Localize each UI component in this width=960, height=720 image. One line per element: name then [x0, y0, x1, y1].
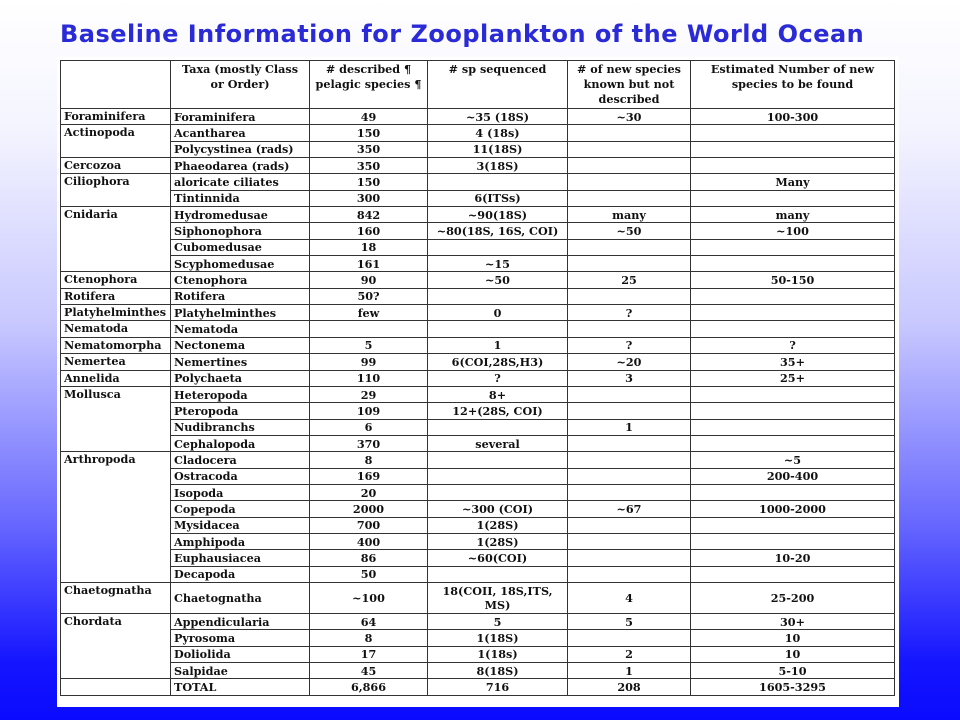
described-cell: 700: [310, 517, 428, 533]
phylum-cell: Cnidaria: [61, 207, 171, 272]
taxa-cell: Amphipoda: [171, 533, 310, 549]
taxa-cell: Ostracoda: [171, 468, 310, 484]
taxa-cell: Heteropoda: [171, 386, 310, 402]
known-new-cell: [568, 435, 691, 451]
known-new-cell: 1: [568, 663, 691, 679]
sequenced-cell: ~35 (18S): [428, 109, 568, 125]
phylum-cell: Arthropoda: [61, 452, 171, 583]
described-cell: 20: [310, 484, 428, 500]
sequenced-cell: 11(18S): [428, 141, 568, 157]
sequenced-cell: [428, 468, 568, 484]
phylum-cell: Platyhelminthes: [61, 305, 171, 321]
table-row: [61, 354, 895, 370]
table-row: [61, 419, 895, 435]
table-row: [61, 663, 895, 679]
described-cell: 110: [310, 370, 428, 386]
taxa-cell: Chaetognatha: [171, 582, 310, 613]
described-cell: 350: [310, 158, 428, 174]
sequenced-cell: 8(18S): [428, 663, 568, 679]
table-row: [61, 386, 895, 402]
sequenced-cell: several: [428, 435, 568, 451]
known-new-cell: [568, 190, 691, 206]
described-cell: 400: [310, 533, 428, 549]
table-row: [61, 174, 895, 190]
described-cell: 18: [310, 239, 428, 255]
described-cell: 300: [310, 190, 428, 206]
table-row: [61, 501, 895, 517]
table-header-row: [61, 61, 895, 109]
known-new-cell: 25: [568, 272, 691, 288]
estimated-cell: [691, 321, 895, 337]
known-new-cell: [568, 386, 691, 402]
sequenced-cell: 716: [428, 679, 568, 695]
sequenced-cell: ~50: [428, 272, 568, 288]
total-row: [61, 679, 895, 695]
estimated-cell: Many: [691, 174, 895, 190]
known-new-cell: [568, 566, 691, 582]
taxa-cell: Polycystinea (rads): [171, 141, 310, 157]
sequenced-cell: 1(18S): [428, 630, 568, 646]
known-new-cell: [568, 533, 691, 549]
table-row: [61, 321, 895, 337]
described-cell: 161: [310, 256, 428, 272]
sequenced-cell: 6(ITSs): [428, 190, 568, 206]
known-new-cell: [568, 403, 691, 419]
table-row: [61, 272, 895, 288]
table-row: [61, 158, 895, 174]
known-new-cell: ~30: [568, 109, 691, 125]
described-cell: ~100: [310, 582, 428, 613]
sequenced-cell: 1(28S): [428, 533, 568, 549]
header-sequenced: # sp sequenced: [428, 61, 568, 109]
estimated-cell: [691, 403, 895, 419]
known-new-cell: [568, 550, 691, 566]
sequenced-cell: ~300 (COI): [428, 501, 568, 517]
known-new-cell: [568, 125, 691, 141]
estimated-cell: [691, 288, 895, 304]
phylum-cell: [61, 679, 171, 695]
sequenced-cell: 1(28S): [428, 517, 568, 533]
taxa-cell: Decapoda: [171, 566, 310, 582]
sequenced-cell: 0: [428, 305, 568, 321]
sequenced-cell: [428, 288, 568, 304]
phylum-cell: Cercozoa: [61, 158, 171, 174]
estimated-cell: 100-300: [691, 109, 895, 125]
estimated-cell: 10-20: [691, 550, 895, 566]
described-cell: 169: [310, 468, 428, 484]
taxa-cell: Platyhelminthes: [171, 305, 310, 321]
estimated-cell: [691, 435, 895, 451]
estimated-cell: ~5: [691, 452, 895, 468]
taxa-cell: Cephalopoda: [171, 435, 310, 451]
sequenced-cell: [428, 484, 568, 500]
described-cell: 6,866: [310, 679, 428, 695]
taxa-cell: Scyphomedusae: [171, 256, 310, 272]
taxa-cell: Nemertines: [171, 354, 310, 370]
taxa-cell: Foraminifera: [171, 109, 310, 125]
taxa-cell: aloricate ciliates: [171, 174, 310, 190]
estimated-cell: 25-200: [691, 582, 895, 613]
sequenced-cell: [428, 566, 568, 582]
known-new-cell: 4: [568, 582, 691, 613]
described-cell: 17: [310, 646, 428, 662]
sequenced-cell: ~15: [428, 256, 568, 272]
table-row: [61, 468, 895, 484]
table-row: [61, 630, 895, 646]
described-cell: 842: [310, 207, 428, 223]
taxa-cell: Nematoda: [171, 321, 310, 337]
taxa-cell: Rotifera: [171, 288, 310, 304]
table-row: [61, 337, 895, 353]
table-row: [61, 550, 895, 566]
taxa-cell: Isopoda: [171, 484, 310, 500]
taxa-cell: Phaeodarea (rads): [171, 158, 310, 174]
known-new-cell: ~67: [568, 501, 691, 517]
sequenced-cell: 1(18s): [428, 646, 568, 662]
table-row: [61, 484, 895, 500]
table-row: [61, 646, 895, 662]
described-cell: 160: [310, 223, 428, 239]
estimated-cell: 1605-3295: [691, 679, 895, 695]
known-new-cell: [568, 174, 691, 190]
estimated-cell: 25+: [691, 370, 895, 386]
known-new-cell: [568, 468, 691, 484]
taxa-cell: Hydromedusae: [171, 207, 310, 223]
zooplankton-table: [60, 60, 895, 696]
table-row: [61, 517, 895, 533]
sequenced-cell: [428, 321, 568, 337]
estimated-cell: 35+: [691, 354, 895, 370]
known-new-cell: [568, 158, 691, 174]
known-new-cell: [568, 141, 691, 157]
known-new-cell: [568, 630, 691, 646]
described-cell: 64: [310, 613, 428, 629]
table-row: [61, 239, 895, 255]
taxa-cell: Nectonema: [171, 337, 310, 353]
estimated-cell: 10: [691, 646, 895, 662]
table-row: [61, 256, 895, 272]
known-new-cell: ?: [568, 305, 691, 321]
known-new-cell: [568, 288, 691, 304]
header-phylum: [61, 61, 171, 109]
sequenced-cell: 5: [428, 613, 568, 629]
described-cell: few: [310, 305, 428, 321]
known-new-cell: 208: [568, 679, 691, 695]
estimated-cell: [691, 305, 895, 321]
estimated-cell: [691, 566, 895, 582]
sequenced-cell: [428, 452, 568, 468]
header-estimated: Estimated Number of new species to be found: [691, 61, 895, 109]
described-cell: 90: [310, 272, 428, 288]
slide-title: Baseline Information for Zooplankton of the World Ocean: [60, 20, 865, 48]
sequenced-cell: 12+(28S, COI): [428, 403, 568, 419]
taxa-cell: Appendicularia: [171, 613, 310, 629]
phylum-cell: Mollusca: [61, 386, 171, 451]
known-new-cell: many: [568, 207, 691, 223]
described-cell: 45: [310, 663, 428, 679]
described-cell: 50: [310, 566, 428, 582]
phylum-cell: Actinopoda: [61, 125, 171, 158]
estimated-cell: 10: [691, 630, 895, 646]
taxa-cell: Mysidacea: [171, 517, 310, 533]
known-new-cell: [568, 452, 691, 468]
known-new-cell: [568, 517, 691, 533]
sequenced-cell: 1: [428, 337, 568, 353]
taxa-cell: Pyrosoma: [171, 630, 310, 646]
taxa-cell: Tintinnida: [171, 190, 310, 206]
table-row: [61, 190, 895, 206]
phylum-cell: Chordata: [61, 613, 171, 678]
table-body: [61, 109, 895, 696]
estimated-cell: 50-150: [691, 272, 895, 288]
phylum-cell: Ciliophora: [61, 174, 171, 207]
phylum-cell: Nematoda: [61, 321, 171, 337]
described-cell: 6: [310, 419, 428, 435]
described-cell: 99: [310, 354, 428, 370]
described-cell: 150: [310, 174, 428, 190]
sequenced-cell: 18(COII, 18S,ITS, MS): [428, 582, 568, 613]
known-new-cell: ~20: [568, 354, 691, 370]
taxa-cell: Polychaeta: [171, 370, 310, 386]
phylum-cell: Ctenophora: [61, 272, 171, 288]
table-row: [61, 109, 895, 125]
sequenced-cell: ~60(COI): [428, 550, 568, 566]
taxa-cell: TOTAL: [171, 679, 310, 695]
estimated-cell: ~100: [691, 223, 895, 239]
table-row: [61, 207, 895, 223]
estimated-cell: [691, 239, 895, 255]
taxa-cell: Pteropoda: [171, 403, 310, 419]
table-row: [61, 533, 895, 549]
described-cell: 109: [310, 403, 428, 419]
estimated-cell: many: [691, 207, 895, 223]
table-row: [61, 582, 895, 613]
known-new-cell: [568, 256, 691, 272]
sequenced-cell: 8+: [428, 386, 568, 402]
estimated-cell: ?: [691, 337, 895, 353]
table-row: [61, 566, 895, 582]
estimated-cell: [691, 386, 895, 402]
sequenced-cell: ?: [428, 370, 568, 386]
estimated-cell: [691, 125, 895, 141]
sequenced-cell: [428, 174, 568, 190]
taxa-cell: Cladocera: [171, 452, 310, 468]
table-row: [61, 125, 895, 141]
described-cell: 8: [310, 630, 428, 646]
taxa-cell: Nudibranchs: [171, 419, 310, 435]
estimated-cell: [691, 484, 895, 500]
described-cell: 8: [310, 452, 428, 468]
sequenced-cell: 4 (18s): [428, 125, 568, 141]
estimated-cell: [691, 141, 895, 157]
taxa-cell: Copepoda: [171, 501, 310, 517]
known-new-cell: [568, 321, 691, 337]
taxa-cell: Siphonophora: [171, 223, 310, 239]
taxa-cell: Cubomedusae: [171, 239, 310, 255]
known-new-cell: 5: [568, 613, 691, 629]
sequenced-cell: [428, 239, 568, 255]
phylum-cell: Foraminifera: [61, 109, 171, 125]
table-row: [61, 613, 895, 629]
sequenced-cell: ~90(18S): [428, 207, 568, 223]
phylum-cell: Rotifera: [61, 288, 171, 304]
estimated-cell: [691, 190, 895, 206]
known-new-cell: ~50: [568, 223, 691, 239]
known-new-cell: 1: [568, 419, 691, 435]
sequenced-cell: 6(COI,28S,H3): [428, 354, 568, 370]
taxa-cell: Ctenophora: [171, 272, 310, 288]
known-new-cell: 3: [568, 370, 691, 386]
table-row: [61, 223, 895, 239]
known-new-cell: ?: [568, 337, 691, 353]
described-cell: [310, 321, 428, 337]
known-new-cell: [568, 239, 691, 255]
taxa-cell: Salpidae: [171, 663, 310, 679]
described-cell: 29: [310, 386, 428, 402]
estimated-cell: [691, 419, 895, 435]
table-row: [61, 141, 895, 157]
table-sheet: [57, 57, 899, 707]
estimated-cell: [691, 533, 895, 549]
header-described: # described ¶ pelagic species ¶: [310, 61, 428, 109]
table-row: [61, 435, 895, 451]
described-cell: 370: [310, 435, 428, 451]
sequenced-cell: 3(18S): [428, 158, 568, 174]
phylum-cell: Chaetognatha: [61, 582, 171, 613]
taxa-cell: Doliolida: [171, 646, 310, 662]
phylum-cell: Nemertea: [61, 354, 171, 370]
described-cell: 150: [310, 125, 428, 141]
header-known-new: # of new species known but not described: [568, 61, 691, 109]
sequenced-cell: [428, 419, 568, 435]
estimated-cell: 30+: [691, 613, 895, 629]
estimated-cell: 1000-2000: [691, 501, 895, 517]
described-cell: 49: [310, 109, 428, 125]
table-row: [61, 370, 895, 386]
estimated-cell: [691, 158, 895, 174]
table-row: [61, 305, 895, 321]
table-row: [61, 288, 895, 304]
known-new-cell: 2: [568, 646, 691, 662]
estimated-cell: 200-400: [691, 468, 895, 484]
phylum-cell: Annelida: [61, 370, 171, 386]
described-cell: 50?: [310, 288, 428, 304]
sequenced-cell: ~80(18S, 16S, COI): [428, 223, 568, 239]
estimated-cell: 5-10: [691, 663, 895, 679]
known-new-cell: [568, 484, 691, 500]
described-cell: 5: [310, 337, 428, 353]
taxa-cell: Euphausiacea: [171, 550, 310, 566]
table-row: [61, 452, 895, 468]
phylum-cell: Nematomorpha: [61, 337, 171, 353]
table-row: [61, 403, 895, 419]
estimated-cell: [691, 517, 895, 533]
header-taxa: Taxa (mostly Class or Order): [171, 61, 310, 109]
taxa-cell: Acantharea: [171, 125, 310, 141]
estimated-cell: [691, 256, 895, 272]
described-cell: 350: [310, 141, 428, 157]
described-cell: 86: [310, 550, 428, 566]
described-cell: 2000: [310, 501, 428, 517]
